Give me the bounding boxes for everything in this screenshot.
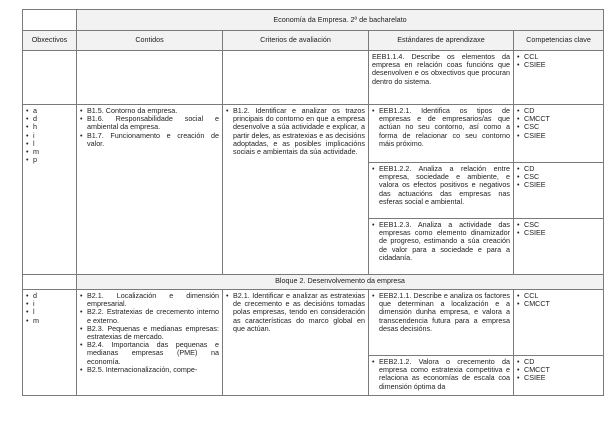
- competence-item: • CD: [517, 165, 600, 173]
- content-item: • B2.5. Internacionalización, compe-: [80, 366, 219, 374]
- table-row: [23, 105, 604, 163]
- competence-item: • CSIEE: [517, 61, 600, 69]
- objective-item: • a: [26, 107, 73, 115]
- competences-cell: [514, 219, 604, 275]
- competence-item: • CSC: [517, 173, 600, 181]
- competences-cell: [514, 51, 604, 105]
- column-header-row: [23, 31, 604, 51]
- competence-item: • CCL: [517, 53, 600, 61]
- competence-item: • CMCCT: [517, 115, 600, 123]
- objectives-cell: [23, 105, 77, 275]
- objective-item: • h: [26, 123, 73, 131]
- competence-item: • CSC: [517, 221, 600, 229]
- header-criteria: Criterios de avaliación: [223, 31, 369, 51]
- objective-item: • d: [26, 292, 73, 300]
- curriculum-table: [22, 9, 604, 396]
- content-item: • B1.6. Responsabilidade social e ambiental da empresa.: [80, 115, 219, 131]
- standard-item: • EEB1.2.1. Identifica os tipos de empresas e de empresarios/as que actúan no seu contorno, así como a forma de relacionar co seu contorno máis próximo.: [372, 107, 510, 148]
- objective-item: • p: [26, 156, 73, 164]
- standard-cell: [369, 163, 514, 219]
- competence-item: • CSIEE: [517, 374, 600, 382]
- competence-item: • CD: [517, 107, 600, 115]
- table-title: Economía da Empresa. 2º de bacharelato: [77, 10, 604, 31]
- standard-cell: [369, 290, 514, 356]
- competence-item: • CSIEE: [517, 132, 600, 140]
- table-row: [23, 290, 604, 356]
- criteria-cell: [223, 105, 369, 275]
- objective-item: • i: [26, 132, 73, 140]
- contents-cell: [77, 290, 223, 396]
- standard-item: • EEB1.2.3. Analiza a actividade das empresas como elemento dinamizador de progreso, estimando a súa creación de valor para a sociedade e para a cidadanía.: [372, 221, 510, 262]
- header-standards: Estándares de aprendizaxe: [369, 31, 514, 51]
- content-item: • B1.7. Funcionamento e creación de valor.: [80, 132, 219, 148]
- content-item: • B2.3. Pequenas e medianas empresas: estratexias de mercado.: [80, 325, 219, 341]
- objective-item: • l: [26, 140, 73, 148]
- competence-item: • CD: [517, 358, 600, 366]
- competence-item: • CMCCT: [517, 300, 600, 308]
- standard-item: • EEB2.1.1. Describe e analiza os factores que determinan a localización e a dimensión dunha empresa, e valora a transcendencia futura para a empresa desas decisións.: [372, 292, 510, 333]
- standard-cell: [369, 356, 514, 396]
- header-contents: Contidos: [77, 31, 223, 51]
- standard-item: • EEB2.1.2. Valora o crecemento da empresa como estratexia competitiva e relaciona as economías de escala coa dimensión óptima da: [372, 358, 510, 391]
- competences-cell: [514, 105, 604, 163]
- objective-item: • i: [26, 300, 73, 308]
- content-item: • B2.1. Localización e dimensión empresarial.: [80, 292, 219, 308]
- content-item: • B2.4. Importancia das pequenas e medianas empresas (PME) na economía.: [80, 341, 219, 366]
- objective-item: • m: [26, 317, 73, 325]
- table-title-row: [23, 10, 604, 31]
- table-row: [23, 51, 604, 105]
- competences-cell: [514, 290, 604, 356]
- standard-cell: EEB1.1.4. Describe os elementos da empresa en relación coas funcións que desenvolven e os obxectivos que procuran dentro do sistema.: [369, 51, 514, 105]
- header-competences: Competencias clave: [514, 31, 604, 51]
- criterion-item: • B2.1. Identificar e analizar as estratexias de crecemento e as decisións tomadas polas empresas, tendo en consideración as características do marco global en que actúan.: [226, 292, 365, 333]
- header-objectives: Obxectivos: [23, 31, 77, 51]
- objectives-cell: [23, 290, 77, 396]
- block-title: Bloque 2. Desenvolvemento da empresa: [77, 275, 604, 290]
- competence-item: • CCL: [517, 292, 600, 300]
- competence-item: • CSC: [517, 123, 600, 131]
- standard-cell: [369, 105, 514, 163]
- content-item: • B2.2. Estratexias de crecemento interno e externo.: [80, 308, 219, 324]
- competences-cell: [514, 163, 604, 219]
- objective-item: • l: [26, 308, 73, 316]
- objective-item: • d: [26, 115, 73, 123]
- competences-cell: [514, 356, 604, 396]
- standard-item: • EEB1.2.2. Analiza a relación entre empresa, sociedade e ambiente, e valora os efectos positivos e negativos das actuacións das empresas nas esferas social e ambiental.: [372, 165, 510, 206]
- criterion-item: • B1.2. Identificar e analizar os trazos principais do contorno en que a empresa desenvolve a súa actividade e explicar, a partir deles, as estratexias e as decisións adoptadas, e as posibles implicacións sociais e ambientais da súa actividade.: [226, 107, 365, 156]
- competence-item: • CSIEE: [517, 181, 600, 189]
- block-title-row: [23, 275, 604, 290]
- criteria-cell: [223, 290, 369, 396]
- content-item: • B1.5. Contorno da empresa.: [80, 107, 219, 115]
- contents-cell: [77, 105, 223, 275]
- competence-item: • CSIEE: [517, 229, 600, 237]
- standard-cell: [369, 219, 514, 275]
- competence-item: • CMCCT: [517, 366, 600, 374]
- objective-item: • m: [26, 148, 73, 156]
